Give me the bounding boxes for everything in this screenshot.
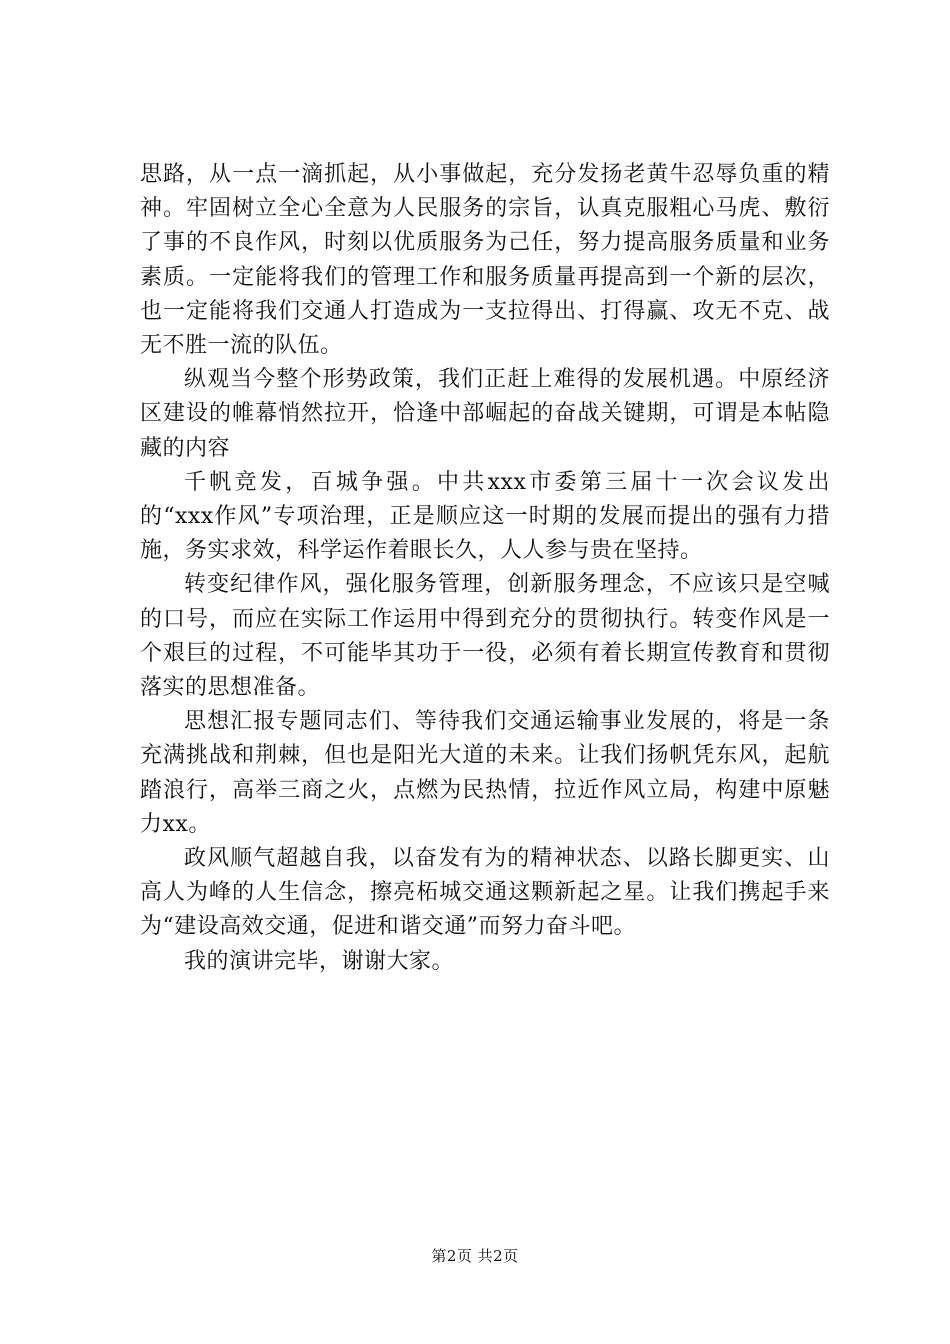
paragraph-3: 千帆竞发，百城争强。中共xxx市委第三届十一次会议发出的“xxx作风”专项治理，正是顺应这一时期的发展而提出的强有力措施，务实求效，科学运作着眼长久，人人参与贵在坚持。	[140, 469, 830, 564]
paragraph-2: 纵观当今整个形势政策，我们正赶上难得的发展机遇。中原经济区建设的帷幕悄然拉开，恰逢中部崛起的奋战关键期，可谓是本帖隐藏的内容	[140, 367, 830, 461]
page-number-footer: 第2页 共2页	[431, 1247, 519, 1265]
paragraph-1: 思路，从一点一滴抓起，从小事做起，充分发扬老黄牛忍辱负重的精神。牢固树立全心全意为人民服务的宗旨，认真克服粗心马虎、敷衍了事的不良作风，时刻以优质服务为己任，努力提高服务质量和业务素质。一定能将我们的管理工作和服务质量再提高到一个新的层次，也一定能将我们交通人打造成为一支拉得出、打得赢、攻无不克、战无不胜一流的队伍。	[140, 162, 830, 359]
document-body	[140, 158, 830, 979]
paragraph-5: 思想汇报专题同志们、等待我们交通运输事业发展的，将是一条充满挑战和荆棘，但也是阳光大道的未来。让我们扬帆凭东风，起航踏浪行，高举三商之火，点燃为民热情，拉近作风立局，构建中原魅力xx。	[140, 709, 830, 837]
paragraph-6: 政风顺气超越自我，以奋发有为的精神状态、以路长脚更实、山高人为峰的人生信念，擦亮柘城交通这颗新起之星。让我们携起手来为“建设高效交通，促进和谐交通”而努力奋斗吧。	[140, 846, 830, 940]
paragraph-7: 我的演讲完毕，谢谢大家。	[184, 948, 455, 974]
paragraph-4: 转变纪律作风，强化服务管理，创新服务理念，不应该只是空喊的口号，而应在实际工作运用中得到充分的贯彻执行。转变作风是一个艰巨的过程，不可能毕其功于一役，必须有着长期宣传教育和贯彻落实的思想准备。	[140, 572, 830, 701]
